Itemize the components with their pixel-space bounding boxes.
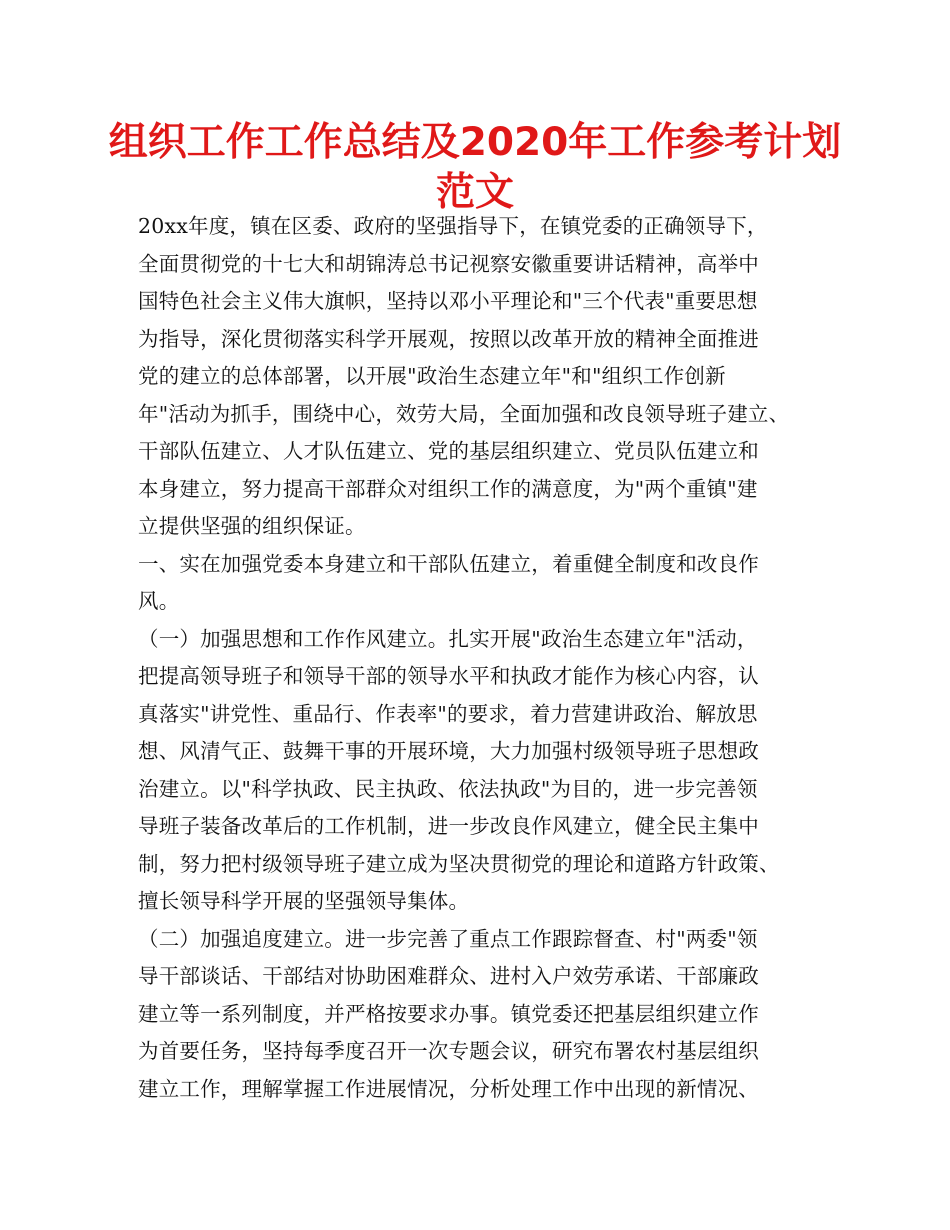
body-line: 国特色社会主义伟大旗帜，坚持以邓小平理论和"三个代表"重要思想 — [138, 289, 758, 313]
body-line: 建立工作，理解掌握工作进展情况，分析处理工作中出现的新情况、 — [138, 1076, 759, 1101]
body-line: （二）加强追度建立。进一步完善了重点工作跟踪督查、村"两委"领 — [138, 926, 758, 951]
title-line-2: 范文 — [435, 170, 514, 215]
body-line: 想、风清气正、鼓舞干事的开展环境，大力加强村级领导班子思想政 — [138, 739, 759, 763]
document-title — [90, 118, 860, 218]
body-line: 擅长领导科学开展的坚强领导集体。 — [138, 889, 470, 913]
body-line: 导干部谈话、干部结对协助困难群众、进村入户效劳承诺、干部廉政 — [138, 964, 759, 988]
body-line: 为首要任务，坚持每季度召开一次专题会议，研究布署农村基层组织 — [138, 1039, 759, 1063]
body-line: 年"活动为抓手，围绕中心，效劳大局，全面加强和改良领导班子建立、 — [138, 401, 790, 426]
body-line: 20xx年度，镇在区委、政府的坚强指导下，在镇党委的正确领导下， — [138, 214, 768, 238]
title-line-1: 组织工作工作总结及2020年工作参考计划 — [108, 120, 842, 165]
body-line: 真落实"讲党性、重品行、作表率"的要求，着力营建讲政治、解放思 — [138, 701, 758, 726]
body-line: 导班子装备改革后的工作机制，进一步改良作风建立，健全民主集中 — [138, 814, 759, 838]
section-heading-line: 一、实在加强党委本身建立和干部队伍建立，着重健全制度和改良作 — [138, 551, 759, 576]
body-line: 全面贯彻党的十七大和胡锦涛总书记视察安徽重要讲话精神，高举中 — [138, 251, 759, 276]
body-line: 治建立。以"科学执政、民主执政、依法执政"为目的，进一步完善领 — [138, 776, 758, 801]
body-line: 党的建立的总体部署，以开展"政治生态建立年"和"组织工作创新 — [138, 364, 726, 388]
body-line: 把提高领导班子和领导干部的领导水平和执政才能作为核心内容，认 — [138, 664, 759, 688]
body-line: 本身建立，努力提高干部群众对组织工作的满意度，为"两个重镇"建 — [138, 476, 758, 501]
section-heading-line: 风。 — [138, 589, 180, 613]
body-line: 干部队伍建立、人才队伍建立、党的基层组织建立、党员队伍建立和 — [138, 439, 759, 463]
document-body — [138, 208, 828, 1108]
body-line: （一）加强思想和工作作风建立。扎实开展"政治生态建立年"活动， — [138, 626, 758, 651]
body-line: 建立等一系列制度，并严格按要求办事。镇党委还把基层组织建立作 — [138, 1001, 759, 1026]
body-line: 制，努力把村级领导班子建立成为坚决贯彻党的理论和道路方针政策、 — [138, 851, 780, 876]
body-line: 立提供坚强的组织保证。 — [138, 514, 366, 538]
body-line: 为指导，深化贯彻落实科学开展观，按照以改革开放的精神全面推进 — [138, 326, 759, 351]
